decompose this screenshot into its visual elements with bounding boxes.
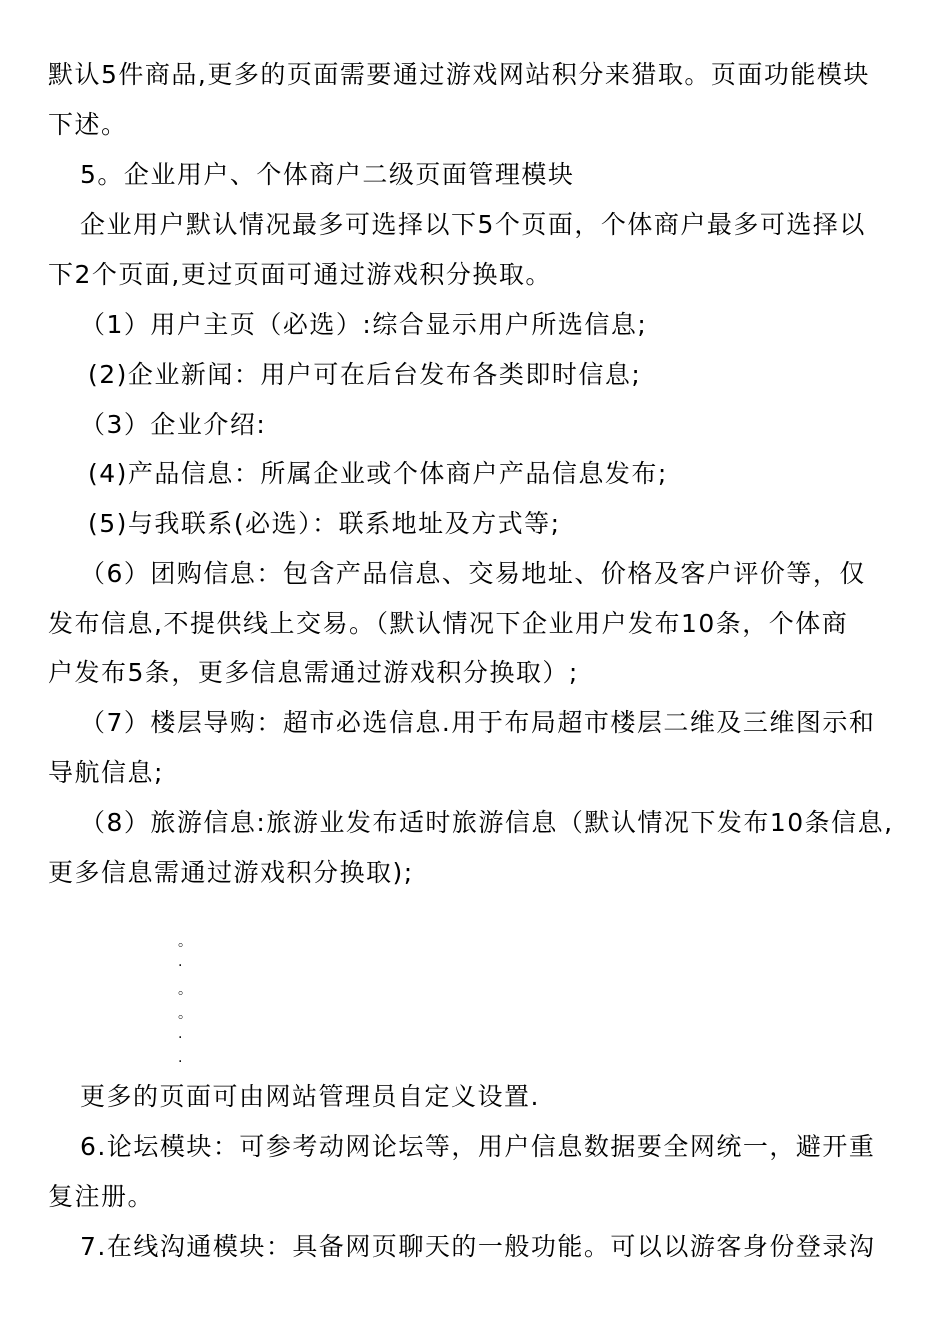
ellipsis-mark: 。 [178,982,192,998]
list-item: （7）楼层导购：超市必选信息.用于布局超市楼层二维及三维图示和 [80,708,876,737]
ellipsis-mark: · [178,1054,183,1070]
text-line: 下述。 [48,110,128,139]
section-heading: 7.在线沟通模块：具备网页聊天的一般功能。可以以游客身份登录沟 [80,1232,876,1261]
list-item: (5)与我联系(必选）：联系地址及方式等; [88,509,561,538]
text-line: 复注册。 [48,1182,155,1211]
list-item: （8）旅游信息:旅游业发布适时旅游信息（默认情况下发布10条信息, [80,808,894,837]
ellipsis-mark: 。 [178,1006,192,1022]
list-item: （1）用户主页（必选）:综合显示用户所选信息; [80,310,648,339]
text-line: 下2个页面,更过页面可通过游戏积分换取。 [48,260,552,289]
text-line: 默认5件商品,更多的页面需要通过游戏网站积分来猎取。页面功能模块 [48,60,870,89]
ellipsis-mark: · [178,1030,183,1046]
text-line: 发布信息,不提供线上交易。（默认情况下企业用户发布10条，个体商 [48,609,849,638]
text-line: 户发布5条，更多信息需通过游戏积分换取）; [48,658,579,687]
text-line: 企业用户默认情况最多可选择以下5个页面，个体商户最多可选择以 [80,210,866,239]
ellipsis-mark: · [178,958,183,974]
section-heading: 5。企业用户、个体商户二级页面管理模块 [80,160,575,189]
ellipsis-mark: 。 [178,934,192,950]
list-item: (4)产品信息：所属企业或个体商户产品信息发布; [88,459,668,488]
list-item: (2)企业新闻：用户可在后台发布各类即时信息; [88,360,642,389]
section-heading: 6.论坛模块：可参考动网论坛等，用户信息数据要全网统一，避开重 [80,1132,876,1161]
text-line: 更多信息需通过游戏积分换取); [48,858,414,887]
vertical-ellipsis [178,930,192,1074]
text-line: 更多的页面可由网站管理员自定义设置. [80,1082,540,1111]
text-line: 导航信息; [48,758,164,787]
list-item: （6）团购信息：包含产品信息、交易地址、价格及客户评价等，仅 [80,559,866,588]
list-item: （3）企业介绍: [80,410,267,439]
